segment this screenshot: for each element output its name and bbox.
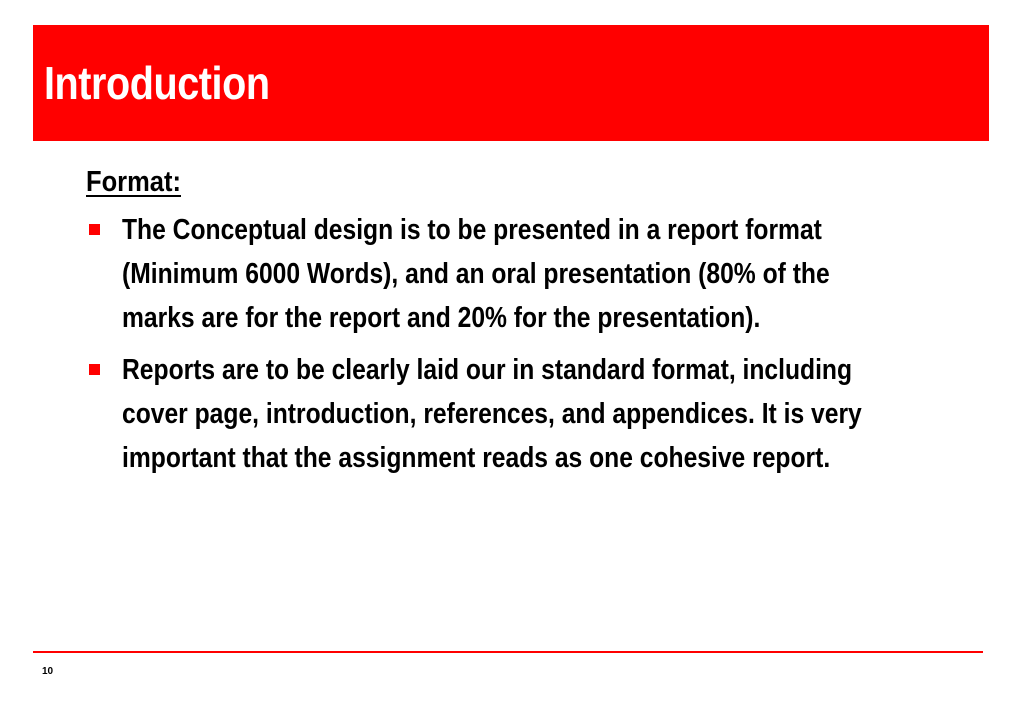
bullet-text: The Conceptual design is to be presented in a report format (Minimum 6000 Words), and an oral presentation (80% of the marks are for the report and 20% for the presentation). — [122, 214, 830, 334]
slide-title: Introduction — [44, 57, 270, 109]
square-bullet-icon — [89, 224, 100, 235]
footer-divider — [33, 651, 983, 653]
square-bullet-icon — [89, 364, 100, 375]
bullet-text: Reports are to be clearly laid our in standard format, including cover page, introduction, references, and appendices. It is very important that the assignment reads as one cohesive report. — [122, 354, 862, 474]
bullet-list — [86, 208, 966, 480]
bullet-item — [86, 348, 966, 480]
slide-body — [86, 160, 966, 488]
section-heading: Format: — [86, 166, 181, 198]
bullet-item — [86, 208, 966, 340]
title-banner — [33, 25, 989, 141]
page-number: 10 — [42, 666, 54, 677]
